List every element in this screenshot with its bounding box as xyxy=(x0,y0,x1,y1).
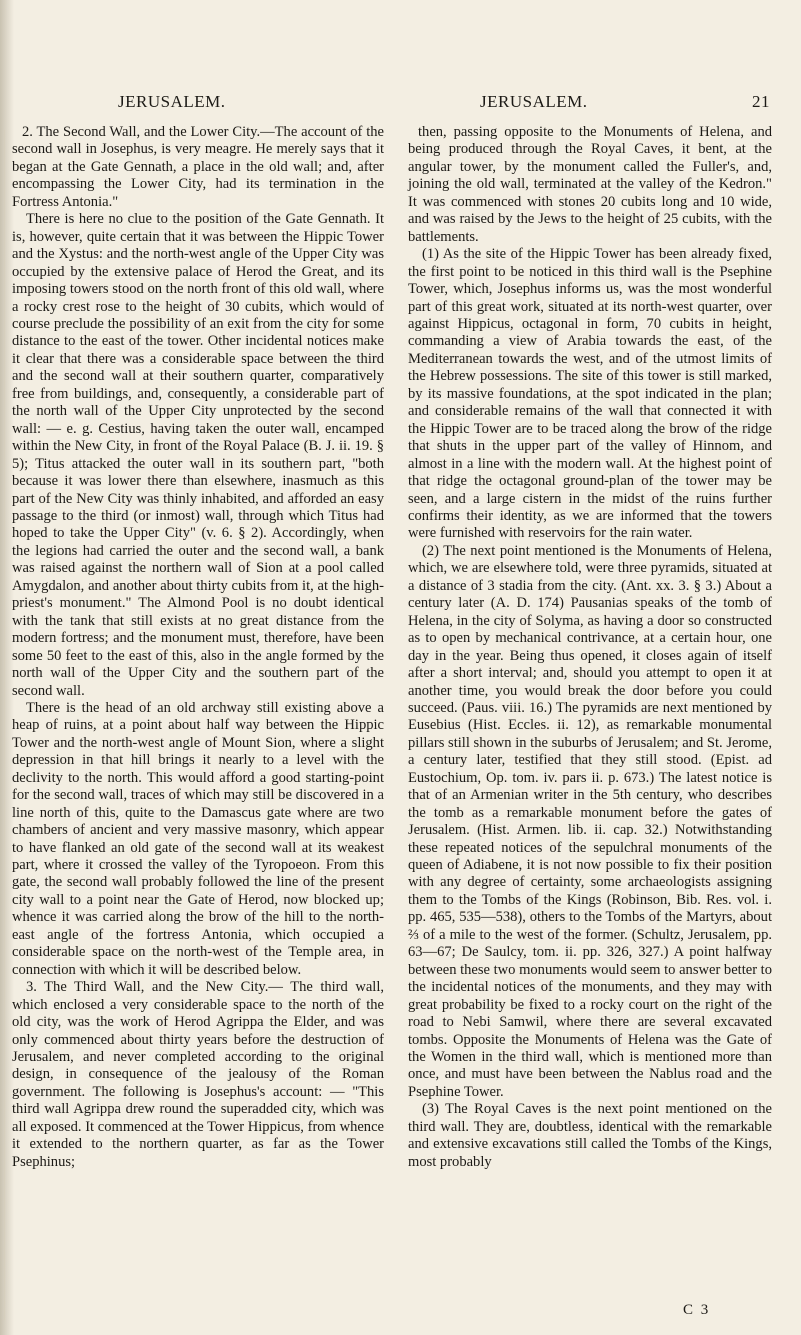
signature-mark: C 3 xyxy=(683,1302,711,1318)
page-number: 21 xyxy=(752,92,770,111)
right-paragraph-4: (3) The Royal Caves is the next point mentioned on the third wall. They are, doubtless, identical with the remarkable and extensive excavations still called the Tombs of the Kings, most probably xyxy=(408,1101,772,1170)
left-running-head xyxy=(118,92,378,114)
left-paragraph-3: There is the head of an old archway still existing above a heap of ruins, at a point about half way between the Hippic Tower and the north-west angle of Mount Sion, where a slight depression in that hill brings it nearly to a level with the declivity to the north. This would afford a good starting-point for the second wall, traces of which may still be discovered in a line north of this, quite to the Damascus gate where are two chambers of ancient and very massive masonry, which appear to have flanked an old gate of the second wall at its weakest part, where it crossed the valley of the Tyropoeon. From this gate, the second wall probably followed the line of the present city wall to a point near the Gate of Herod, now blocked up; whence it was carried along the brow of the hill to the north-east angle of the fortress Antonia, which occupied a considerable space on the north-west of the Temple area, in connection with which it will be described below. xyxy=(12,699,384,978)
left-column xyxy=(12,124,384,1324)
left-paragraph-1: 2. The Second Wall, and the Lower City.—The account of the second wall in Josephus, is very meagre. He merely says that it began at the Gate Gennath, a place in the old wall; and, after encompassing the Lower City, had its termination in the Fortress Antonia." xyxy=(12,124,384,210)
right-paragraph-2: (1) As the site of the Hippic Tower has been already fixed, the first point to be noticed in this third wall is the Psephine Tower, which, Josephus informs us, was the most wonderful part of this great work, situated at its north-west quarter, over against Hippicus, octagonal in form, 70 cubits in height, commanding a view of Arabia towards the east, of the Mediterranean towards the west, and of the utmost limits of the Hebrew possessions. The site of this tower is still marked, by its massive foundations, at the spot indicated in the plan; and considerable remains of the wall that connected it with the Hippic Tower are to be traced along the brow of the ridge that shuts in the upper part of the valley of Hinnom, and almost in a line with the modern wall. At the highest point of that ridge the octagonal ground-plan of the tower may be seen, and a large cistern in the midst of the ruins further confirms their identity, as we are informed that the towers were furnished with reservoirs for the rain water. xyxy=(408,246,772,542)
right-paragraph-1: then, passing opposite to the Monuments of Helena, and being produced through the Royal Caves, it bent, at the angular tower, by the monument called the Fuller's, and, joining the old wall, terminated at the valley of the Kedron." It was commenced with stones 20 cubits long and 10 wide, and was raised by the Jews to the height of 25 cubits, with the battlements. xyxy=(408,124,772,245)
right-column xyxy=(408,124,772,1324)
left-paragraph-2: There is here no clue to the position of the Gate Gennath. It is, however, quite certain that it was between the Hippic Tower and the Xystus: and the north-west angle of the Upper City was occupied by the extensive palace of Herod the Great, and its imposing towers stood on the north front of this old wall, where a rocky crest rose to the height of 30 cubits, which would of course preclude the possibility of an exit from the city for some distance to the east of the tower. Other incidental notices make it clear that there was a considerable space between the third and the second wall at their southern quarter, comparatively free from buildings, and, consequently, a considerable part of the north wall of the Upper City unprotected by the second wall: — e. g. Cestius, having taken the outer wall, encamped within the New City, in front of the Royal Palace (B. J. ii. 19. § 5); Titus attacked the outer wall in its southern part, "both because it was lower there than elsewhere, inasmuch as this part of the New City was thinly inhabited, and afforded an easy passage to the third (or inmost) wall, through which Titus had hoped to take the Upper City" (v. 6. § 2). Accordingly, when the legions had carried the outer and the second wall, a bank was raised against the northern wall of Sion at a pool called Amygdalon, and another about thirty cubits from it, at the high-priest's monument." The Almond Pool is no doubt identical with the tank that still exists at no great distance from the modern fortress; and the monument must, therefore, have been some 50 feet to the east of this, also in the angle formed by the north wall of the Upper City and the southern part of the second wall. xyxy=(12,211,384,699)
right-running-title: JERUSALEM. xyxy=(480,92,588,111)
right-paragraph-3: (2) The next point mentioned is the Monuments of Helena, which, we are elsewhere told, were three pyramids, situated at a distance of 3 stadia from the city. (Ant. xx. 3. § 3.) About a century later (A. D. 174) Pausanias speaks of the tomb of Helena, in the city of Solyma, as having a door so constructed as to open by mechanical contrivance, at a certain hour, one day in the year. Being thus opened, it closes again of itself after a short interval; and, should you attempt to open it at another time, you would break the door before you could succeed. (Paus. viii. 16.) The pyramids are next mentioned by Eusebius (Hist. Eccles. ii. 12), as remarkable monumental pillars still shown in the suburbs of Jerusalem; and St. Jerome, a century later, testified that they still stood. (Epist. ad Eustochium, Op. tom. iv. pars ii. p. 673.) The latest notice is that of an Armenian writer in the 5th century, who describes the tomb as a remarkable monument before the gates of Jerusalem. (Hist. Armen. lib. ii. cap. 32.) Notwithstanding these repeated notices of the sepulchral monuments of the queen of Adiabene, it is not now possible to fix their position with any degree of certainty, some archaeologists assigning them to the Tombs of the Kings (Robinson, Bib. Res. vol. i. pp. 465, 535—538), others to the Tombs of the Martyrs, about ⅔ of a mile to the west of the former. (Schultz, Jerusalem, pp. 63—67; De Saulcy, tom. ii. pp. 326, 327.) A point halfway between these two monuments would seem to answer better to the incidental notices of the monuments, and they may with great probability be fixed to a rocky court on the right of the road to Nebi Samwil, where there are several excavated tombs. Opposite the Monuments of Helena was the Gate of the Women in the third wall, which is mentioned more than once, and must have been between the Nablus road and the Psephine Tower. xyxy=(408,542,772,1100)
left-running-title: JERUSALEM. xyxy=(118,92,226,111)
left-paragraph-4: 3. The Third Wall, and the New City.— The third wall, which enclosed a very considerable space to the north of the old city, was the work of Herod Agrippa the Elder, and was only commenced about thirty years before the destruction of Jerusalem, and never completed according to the original design, in consequence of the jealousy of the Roman government. The following is Josephus's account: — "This third wall Agrippa drew round the superadded city, which was all exposed. It commenced at the Tower Hippicus, from whence it extended to the northern quarter, as far as the Tower Psephinus; xyxy=(12,979,384,1170)
right-running-head xyxy=(480,92,770,114)
left-margin-rule xyxy=(4,130,5,1320)
